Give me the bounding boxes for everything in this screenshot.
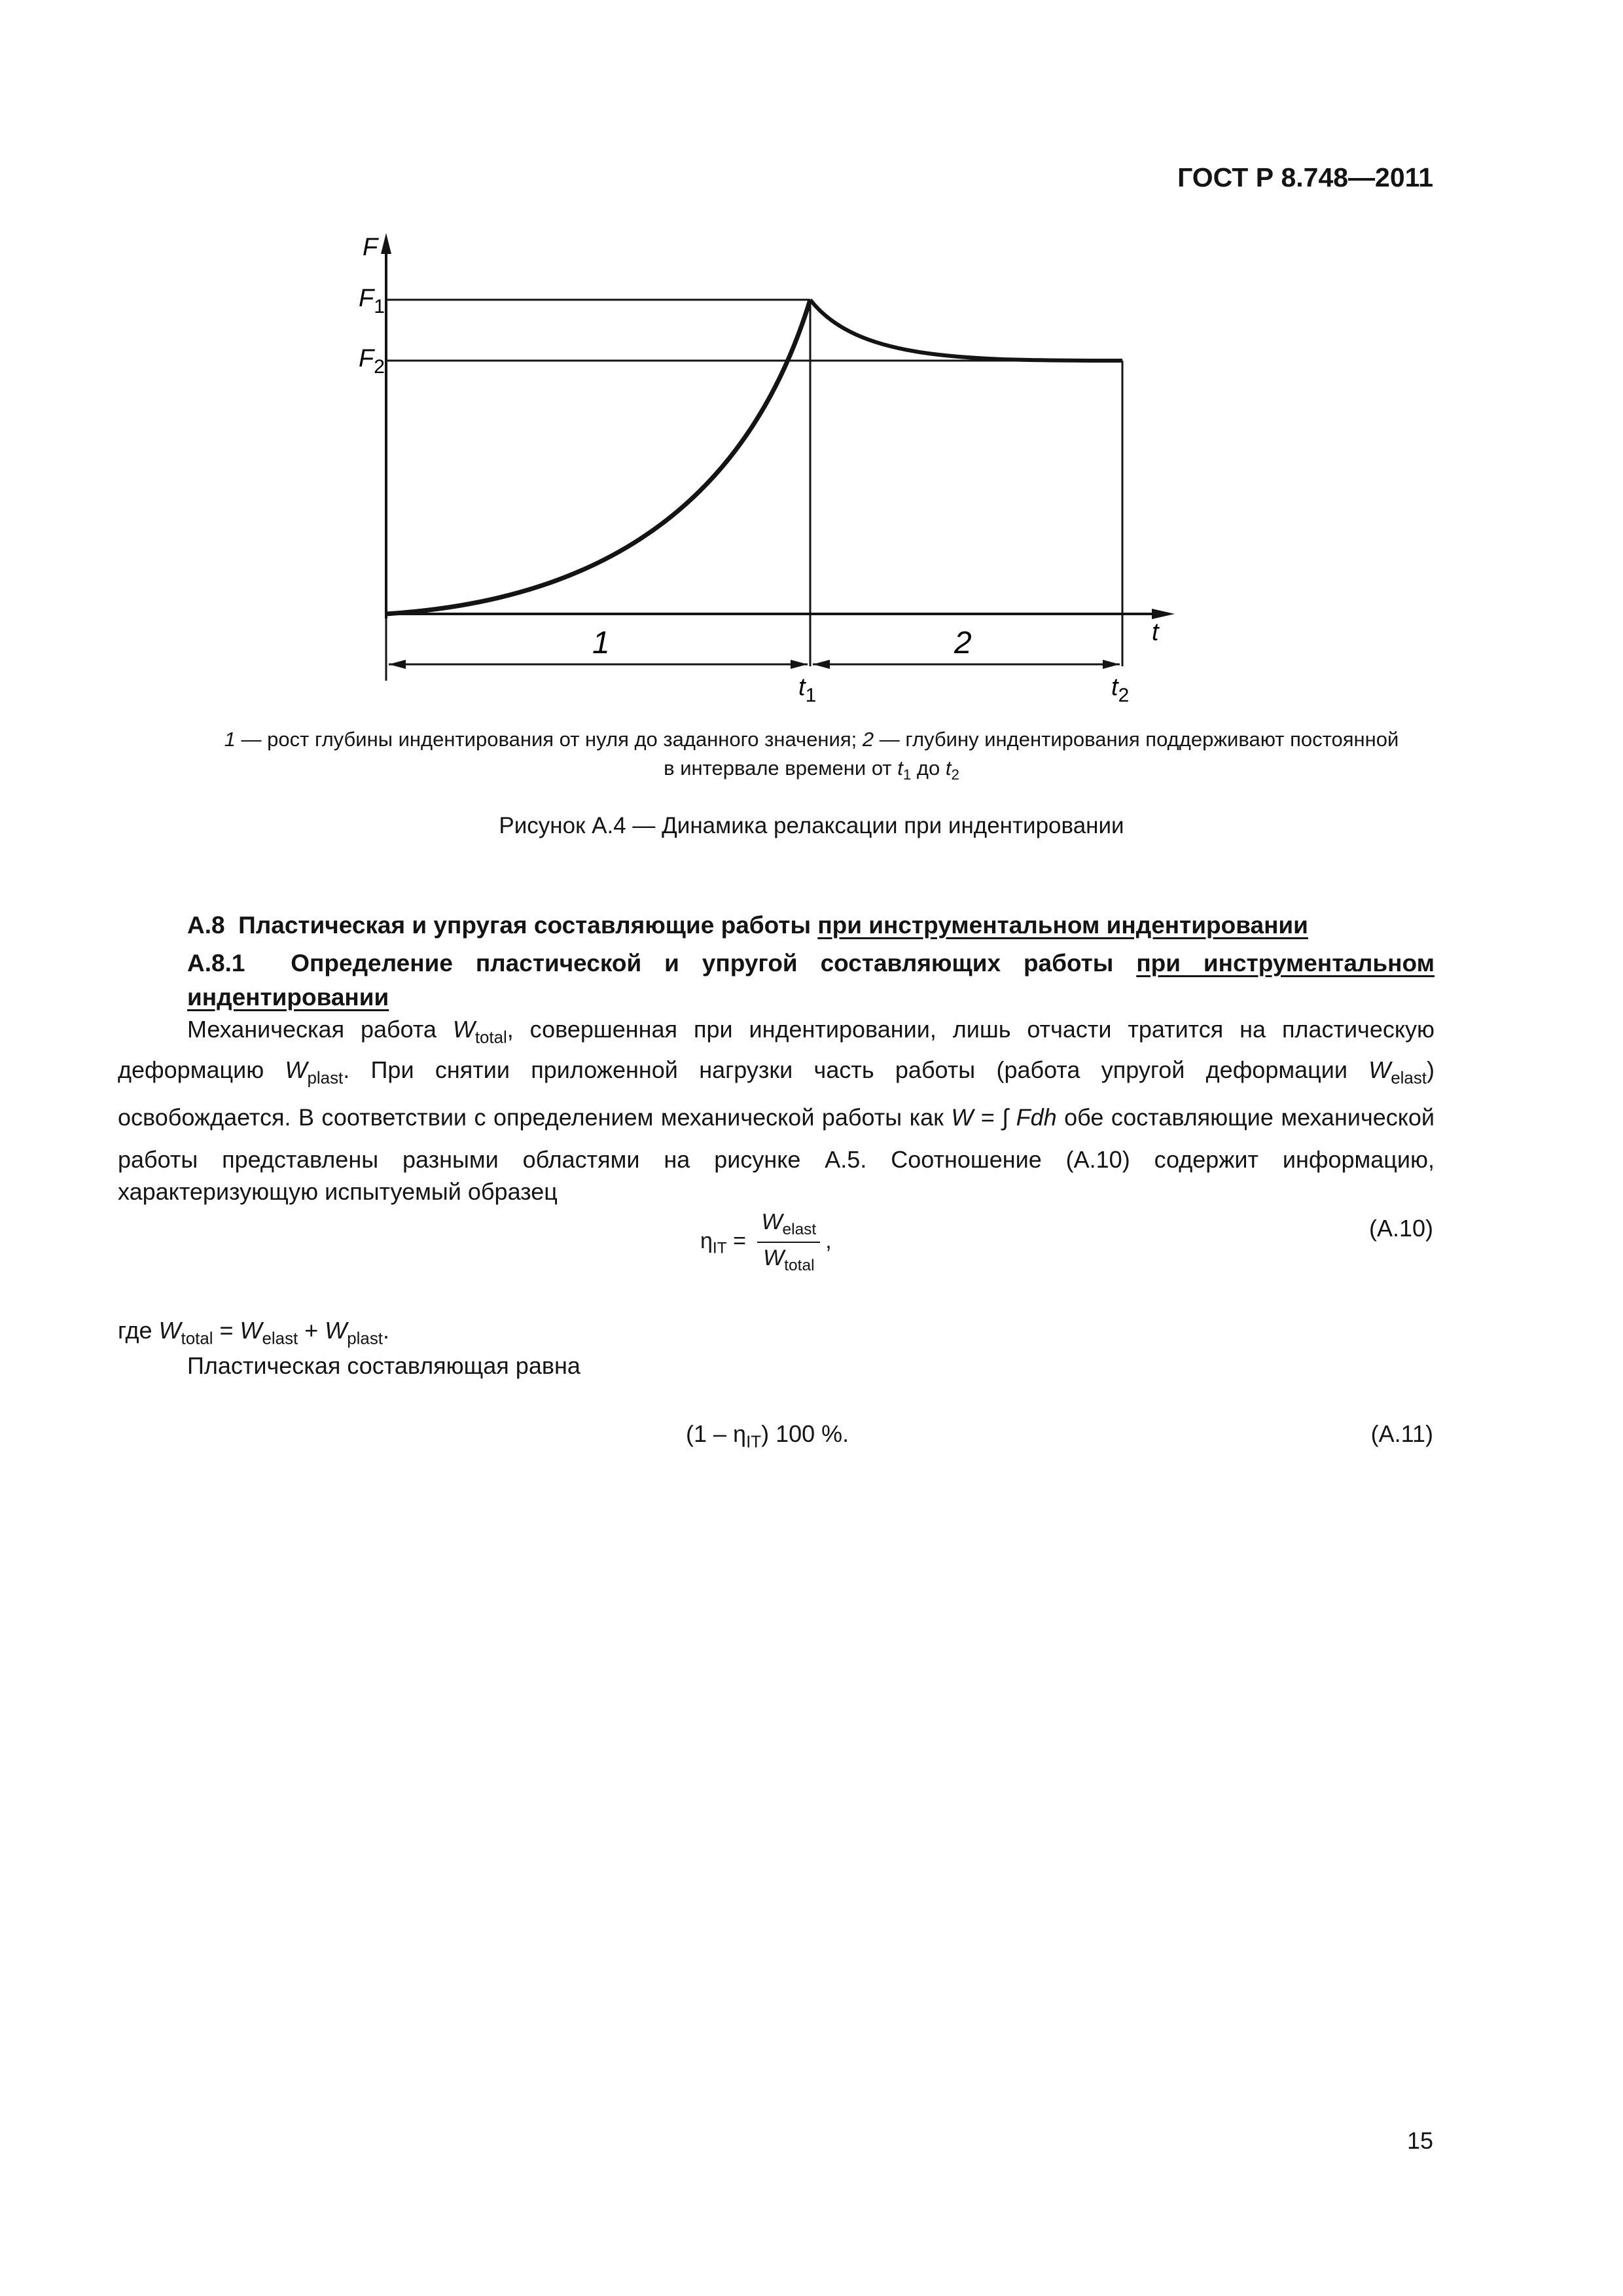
- svg-text:F1: [359, 285, 385, 317]
- legend-line-1: 1 — рост глубины индентирования от нуля до заданного значения; 2 — глубину индентирования поддерживают постоянной: [224, 728, 1399, 751]
- equation-number-a11: (А.11): [1370, 1420, 1433, 1447]
- page-number: 15: [1406, 2127, 1433, 2154]
- y-axis-arrow: [381, 233, 391, 254]
- axis-label-f: F: [363, 234, 378, 261]
- region-1-label: 1: [592, 626, 610, 660]
- label-f1-sub: 1: [374, 296, 385, 317]
- label-t2: t: [1111, 673, 1118, 701]
- formula-a11: $(1 - \eta_{IT})$ 100 %.: [686, 1420, 849, 1452]
- svg-text:F2: [359, 345, 385, 378]
- axis-label-t: t: [1152, 619, 1159, 646]
- relaxation-diagram: [340, 229, 1217, 713]
- where-line: где $W_{total} = W_{elast} + W_{plast}$.: [118, 1317, 390, 1348]
- label-f1: F: [359, 285, 374, 312]
- formula-a10: $\eta_{IT}$ = $\frac{W_{elast}}{W_{total}}$ ,: [700, 1210, 832, 1274]
- body-paragraph: Механическая работа $W_{total}$, совершенная при индентировании, лишь отчасти тратится на пластическую деформацию $W_{plast}$. При снятии приложенной нагрузки часть работы (работа упругой деформации $W_{elast}$) освобождается. В соответствии с определением механической работы как W = ∫ Fdh обе составляющие механической работы представлены разными областями на рисунке А.5. Соотношение (А.10) содержит информацию, характеризующую испытуемый образец: [118, 1016, 1435, 1205]
- figure-legend: [118, 725, 1505, 789]
- figure-caption: Рисунок А.4 — Динамика релаксации при индентировании: [499, 813, 1124, 838]
- section-a81-heading: А.8.1 Определение пластической и упругой составляющих работы при инструментальном индентировании: [187, 950, 1435, 1011]
- svg-text:t1: [798, 673, 816, 706]
- svg-text:t2: [1111, 673, 1129, 706]
- label-f2: F: [359, 345, 374, 372]
- label-f2-sub: 2: [374, 356, 385, 378]
- label-t1: t: [798, 673, 806, 701]
- region-2-label: 2: [954, 626, 972, 660]
- section-a8-heading: А.8 Пластическая и упругая составляющие работы при инструментальном индентировании: [187, 912, 1308, 939]
- x-axis-arrow: [1152, 609, 1175, 619]
- formula-a10-fraction: $\frac{W_{elast}}{W_{total}}$: [757, 1210, 820, 1275]
- label-t1-sub: 1: [805, 685, 817, 706]
- equation-number-a10: (А.10): [1368, 1215, 1433, 1242]
- label-t2-sub: 2: [1118, 685, 1130, 706]
- load-rise-curve: [386, 300, 810, 614]
- legend-line-2: в интервале времени от $t_1$ до $t_2$: [664, 757, 959, 783]
- relaxation-curve: [810, 300, 1122, 361]
- plastic-component-sentence: Пластическая составляющая равна: [187, 1352, 580, 1379]
- document-code: ГОСТ Р 8.748—2011: [1177, 162, 1433, 192]
